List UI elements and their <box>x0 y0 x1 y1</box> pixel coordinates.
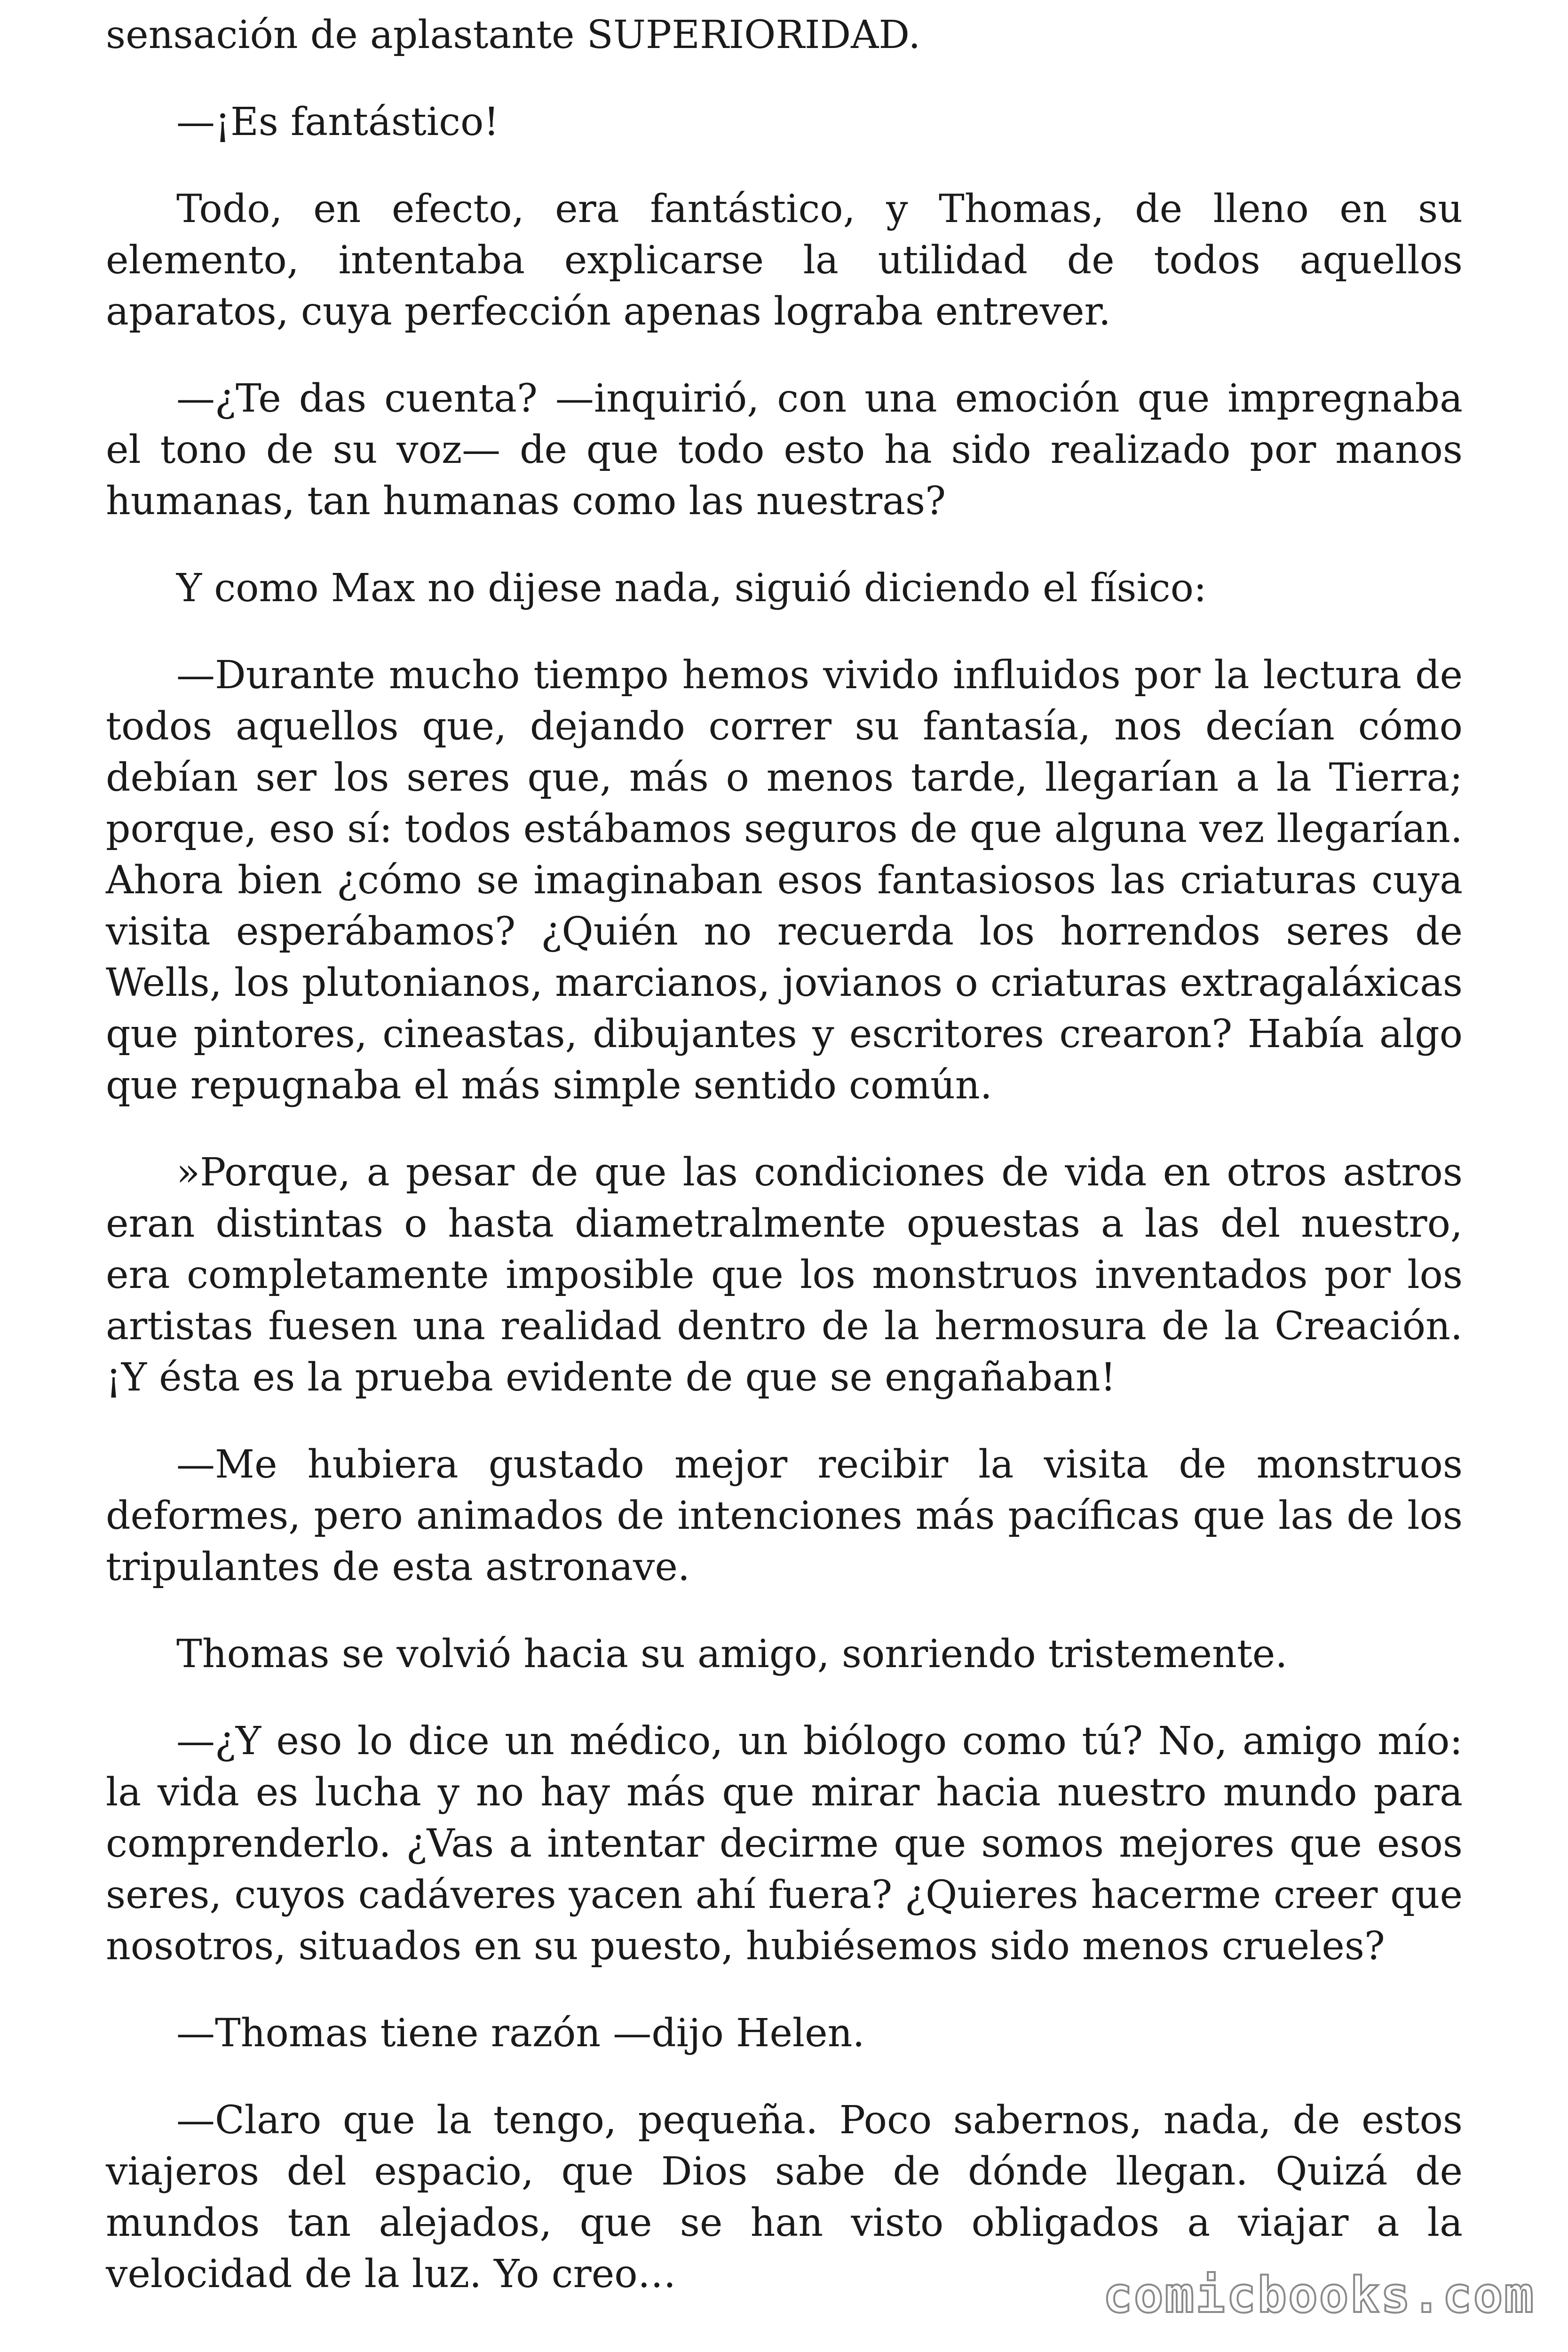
paragraph: —Claro que la tengo, pequeña. Poco sabernos, nada, de estos viajeros del espacio, que Dios sabe de dónde llegan. Quizá de mundos tan alejados, que se han visto obligados a viajar a la velocidad de la luz. Yo creo… <box>106 2098 1463 2296</box>
paragraph: »Porque, a pesar de que las condiciones de vida en otros astros eran distintas o hasta diametralmente opuestas a las del nuestro, era completamente imposible que los monstruos inventados por los artistas fuesen una realidad dentro de la hermosura de la Creación. ¡Y ésta es la prueba evidente de que se engañaban! <box>106 1150 1463 1400</box>
watermark: comicbooks.com <box>1103 2266 1535 2324</box>
paragraph: sensación de aplastante SUPERIORIDAD. <box>106 13 921 57</box>
paragraph: Todo, en efecto, era fantástico, y Thomas, de lleno en su elemento, intentaba explicarse la utilidad de todos aquellos aparatos, cuya perfección apenas lograba entrever. <box>106 187 1463 334</box>
paragraph: —Thomas tiene razón —dijo Helen. <box>176 2011 865 2056</box>
paragraph: Y como Max no dijese nada, siguió diciendo el físico: <box>176 566 1207 611</box>
paragraph: —¿Y eso lo dice un médico, un biólogo como tú? No, amigo mío: la vida es lucha y no hay más que mirar hacia nuestro mundo para comprenderlo. ¿Vas a intentar decirme que somos mejores que esos seres, cuyos cadáveres yacen ahí fuera? ¿Quieres hacerme creer que nosotros, situados en su puesto, hubiésemos sido menos crueles? <box>106 1719 1463 1969</box>
paragraph: —Me hubiera gustado mejor recibir la visita de monstruos deformes, pero animados de intenciones más pacíficas que las de los tripulantes de esta astronave. <box>106 1442 1463 1589</box>
paragraph: —Durante mucho tiempo hemos vivido influidos por la lectura de todos aquellos que, dejando correr su fantasía, nos decían cómo debían ser los seres que, más o menos tarde, llegarían a la Tierra; porque, eso sí: todos estábamos seguros de que alguna vez llegarían. Ahora bien ¿cómo se imaginaban esos fantasiosos las criaturas cuya visita esperábamos? ¿Quién no recuerda los horrendos seres de Wells, los plutonianos, marcianos, jovianos o criaturas extragaláxicas que pintores, cineastas, dibujantes y escritores crearon? Había algo que repugnaba el más simple sentido común. <box>106 653 1463 1108</box>
paragraph: Thomas se volvió hacia su amigo, sonriendo tristemente. <box>176 1632 1288 1677</box>
paragraph: —¿Te das cuenta? —inquirió, con una emoción que impregnaba el tono de su voz— de que todo esto ha sido realizado por manos humanas, tan humanas como las nuestras? <box>106 376 1463 524</box>
page-text <box>106 9 1463 2336</box>
paragraph: —¡Es fantástico! <box>176 100 499 144</box>
